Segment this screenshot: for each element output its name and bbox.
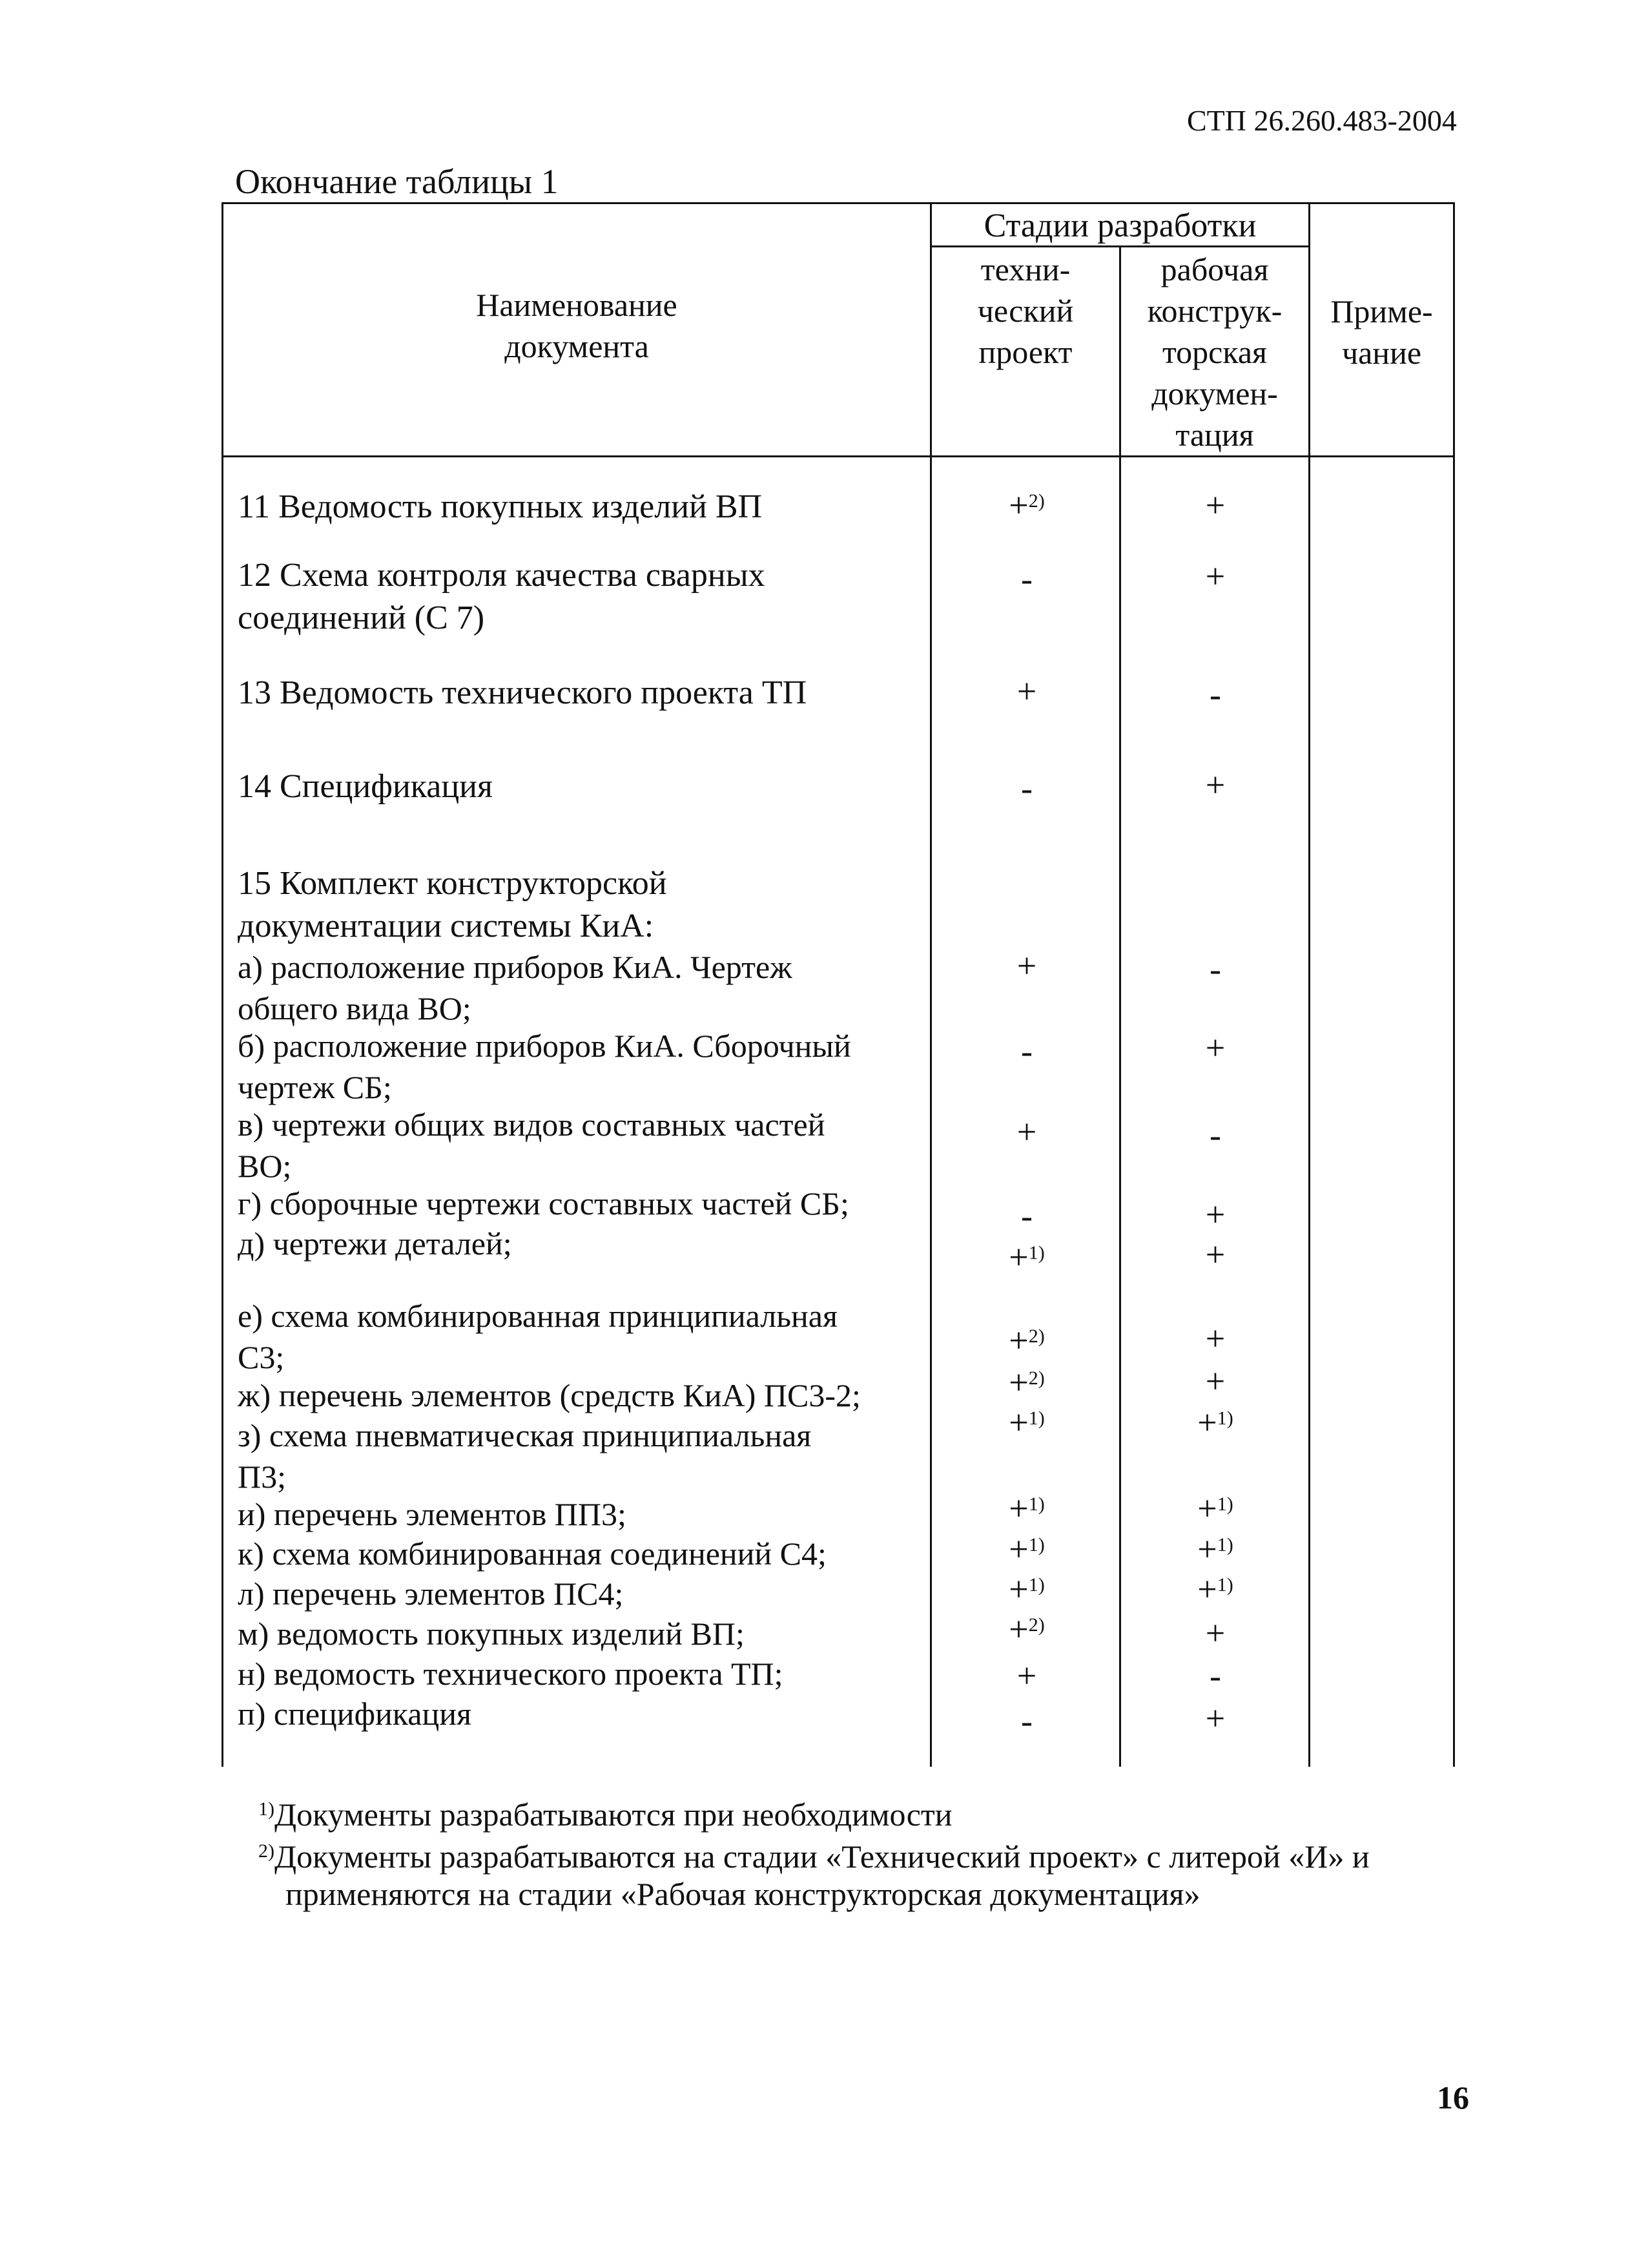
stage2-mark: +$^{1)}$ xyxy=(1197,1530,1233,1568)
subitem-line: ж) перечень элементов (средств КиА) ПС3-2; xyxy=(238,1377,861,1413)
table-top-border xyxy=(222,202,1455,204)
header-name-line: документа xyxy=(504,328,649,364)
header-note-line: Приме- xyxy=(1330,293,1433,329)
header-stage2-line: рабочая xyxy=(1160,251,1269,287)
row-name-line: 15 Комплект конструкторской xyxy=(238,865,667,902)
list-item xyxy=(238,1693,471,1734)
stage1-mark: +$^{2)}$ xyxy=(1009,1321,1045,1360)
header-name xyxy=(223,284,930,367)
column-divider-3 xyxy=(1308,202,1310,1767)
stage1-mark: + xyxy=(1016,946,1037,985)
header-stage-technical xyxy=(932,249,1119,373)
document-code: СТП 26.260.483-2004 xyxy=(1187,104,1457,137)
footnote-text: Документы разрабатываются при необходимости xyxy=(274,1796,953,1833)
stage2-mark: + xyxy=(1205,486,1226,525)
row-name-line: 12 Схема контроля качества сварных xyxy=(238,557,765,594)
stage1-mark: - xyxy=(1021,1196,1033,1235)
row-name-line: 13 Ведомость технического проекта ТП xyxy=(238,674,807,711)
table-row xyxy=(238,862,667,948)
list-item xyxy=(238,1493,626,1535)
stage1-mark: +$^{2)}$ xyxy=(1009,486,1045,525)
list-item xyxy=(238,1653,783,1694)
stage2-mark: +$^{1)}$ xyxy=(1197,1570,1233,1608)
stage1-mark: +$^{2)}$ xyxy=(1009,1610,1045,1649)
header-bottom-border xyxy=(222,455,1455,457)
header-name-line: Наименование xyxy=(476,287,677,323)
stage1-mark: +$^{1)}$ xyxy=(1009,1530,1045,1568)
list-item xyxy=(238,1573,623,1614)
stage1-mark: +$^{1)}$ xyxy=(1009,1238,1045,1276)
subitem-line: е) схема комбинированная принципиальная xyxy=(238,1298,838,1334)
stage1-mark: +$^{1)}$ xyxy=(1009,1403,1045,1442)
stage1-mark: +$^{1)}$ xyxy=(1009,1570,1045,1608)
stage1-mark: +$^{2)}$ xyxy=(1009,1363,1045,1402)
stage2-mark: - xyxy=(1210,950,1221,988)
stage2-mark: + xyxy=(1205,1319,1226,1358)
stage1-mark: - xyxy=(1021,559,1033,598)
stage2-mark: + xyxy=(1205,1614,1226,1652)
table-row xyxy=(238,672,807,714)
stage1-mark: - xyxy=(1021,1701,1033,1740)
subitem-line: б) расположение приборов КиА. Сборочный xyxy=(238,1028,851,1064)
header-stage2-line: тация xyxy=(1175,417,1254,453)
column-divider-1 xyxy=(930,202,932,1767)
stage1-mark: + xyxy=(1016,1112,1037,1151)
table-row xyxy=(238,765,493,808)
stage2-mark: +$^{1)}$ xyxy=(1197,1403,1233,1442)
footnote-text: применяются на стадии «Рабочая конструкторская документация» xyxy=(285,1876,1200,1912)
footnote xyxy=(258,1796,953,1833)
stage2-mark: + xyxy=(1205,1235,1226,1274)
header-note-line: чание xyxy=(1341,335,1422,371)
stage2-mark: - xyxy=(1210,675,1221,714)
subitem-line: п) спецификация xyxy=(238,1696,471,1732)
stage2-mark: + xyxy=(1205,1195,1226,1234)
stage2-mark: + xyxy=(1205,765,1226,804)
subitem-line: з) схема пневматическая принципиальная xyxy=(238,1417,812,1453)
stage1-mark: - xyxy=(1021,1032,1033,1070)
footnote xyxy=(258,1838,1370,1913)
subitem-line: н) ведомость технического проекта ТП; xyxy=(238,1656,783,1692)
list-item xyxy=(238,1183,849,1224)
footnote-marker: 2) xyxy=(258,1840,274,1862)
row-name-line: 11 Ведомость покупных изделий ВП xyxy=(238,488,763,525)
list-item xyxy=(238,1375,861,1416)
list-item xyxy=(238,946,792,1029)
stage2-mark: + xyxy=(1205,1699,1226,1738)
header-stages-group: Стадии разработки xyxy=(984,207,1257,244)
stage2-mark: + xyxy=(1205,1362,1226,1400)
footnote-marker: 1) xyxy=(258,1798,274,1820)
list-item xyxy=(238,1104,825,1187)
subitem-line: П3; xyxy=(238,1459,286,1495)
stage1-mark: + xyxy=(1016,672,1037,711)
list-item xyxy=(238,1415,811,1497)
header-stage2-line: торская xyxy=(1162,334,1268,370)
list-item xyxy=(238,1295,838,1378)
list-item xyxy=(238,1223,512,1264)
subitem-line: в) чертежи общих видов составных частей xyxy=(238,1107,825,1143)
stage2-mark: +$^{1)}$ xyxy=(1197,1489,1233,1528)
header-stage1-line: ческий xyxy=(977,293,1074,329)
list-item xyxy=(238,1025,851,1108)
subitem-line: г) сборочные чертежи составных частей СБ; xyxy=(238,1185,849,1222)
header-stage1-line: проект xyxy=(978,334,1073,370)
table-right-border xyxy=(1453,202,1455,1767)
subitem-line: общего вида ВО; xyxy=(238,990,471,1026)
stage2-mark: - xyxy=(1210,1116,1221,1154)
subitem-line: С3; xyxy=(238,1339,285,1375)
stage2-mark: + xyxy=(1205,1028,1226,1067)
table-row xyxy=(238,486,762,528)
subitem-line: л) перечень элементов ПС4; xyxy=(238,1576,624,1612)
subitem-line: м) ведомость покупных изделий ВП; xyxy=(238,1616,745,1652)
list-item xyxy=(238,1613,745,1654)
row-name-line: соединений (С 7) xyxy=(238,599,485,636)
stage2-mark: - xyxy=(1210,1656,1221,1695)
footnote-text: Документы разрабатываются на стадии «Технический проект» с литерой «И» и xyxy=(274,1838,1370,1875)
subitem-line: к) схема комбинированная соединений С4; xyxy=(238,1535,827,1572)
header-stage1-line: техни- xyxy=(980,251,1071,287)
subitem-line: д) чертежи деталей; xyxy=(238,1225,512,1262)
row-name-line: 14 Спецификация xyxy=(238,768,493,805)
header-note xyxy=(1310,291,1453,373)
subitem-line: чертеж СБ; xyxy=(238,1069,392,1105)
subitem-line: а) расположение приборов КиА. Чертеж xyxy=(238,949,792,985)
stage2-mark: + xyxy=(1205,557,1226,596)
header-stage2-line: конструк- xyxy=(1147,293,1283,329)
table-caption: Окончание таблицы 1 xyxy=(235,162,559,201)
row-name-line: документации системы КиА: xyxy=(238,908,654,944)
column-divider-2 xyxy=(1119,245,1121,1767)
table-row xyxy=(238,554,765,640)
header-stage-working xyxy=(1121,249,1308,455)
stage1-mark: + xyxy=(1016,1656,1037,1695)
table-left-border xyxy=(222,202,223,1767)
header-stage2-line: докумен- xyxy=(1151,375,1278,411)
stage1-mark: +$^{1)}$ xyxy=(1009,1489,1045,1528)
stage1-mark: - xyxy=(1021,769,1033,807)
subitem-line: ВО; xyxy=(238,1148,292,1184)
page-number: 16 xyxy=(1437,2079,1469,2116)
subitem-line: и) перечень элементов ПП3; xyxy=(238,1496,626,1532)
list-item xyxy=(238,1533,827,1574)
